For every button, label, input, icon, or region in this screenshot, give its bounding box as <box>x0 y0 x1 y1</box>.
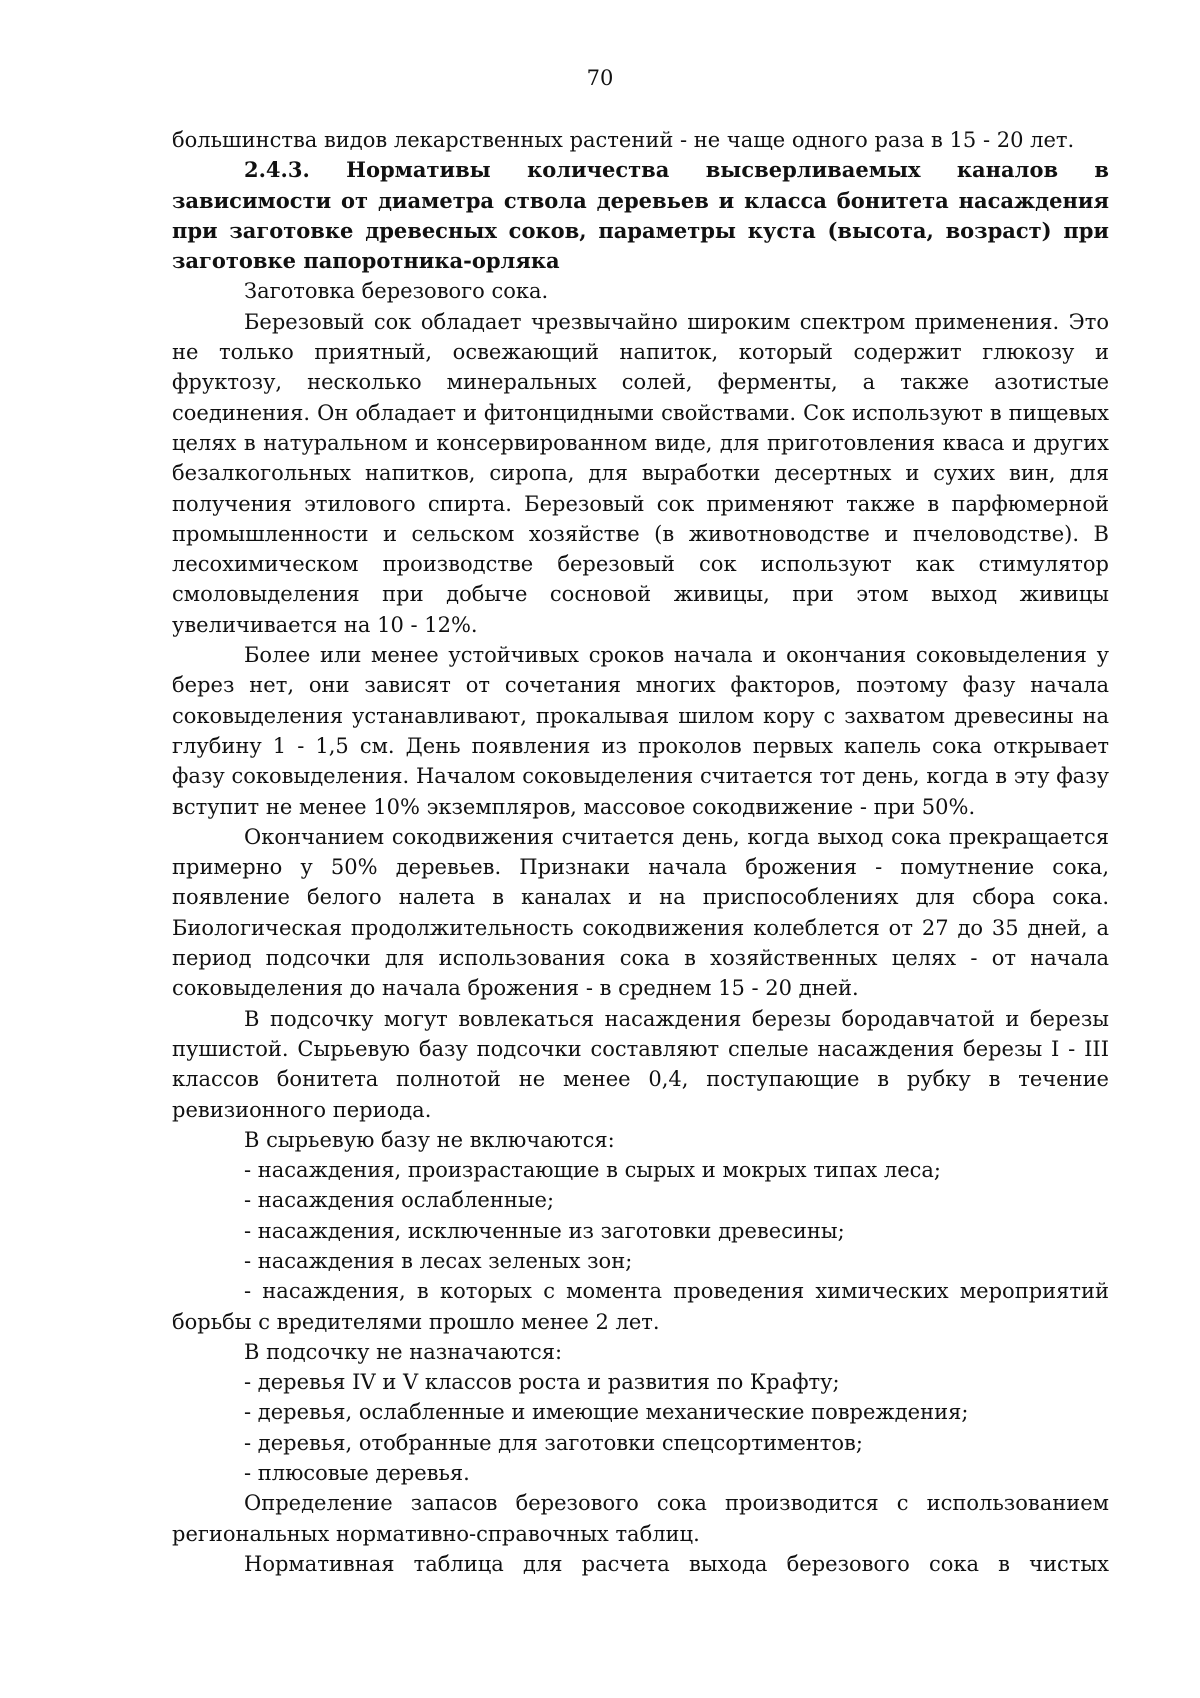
paragraph: В подсочку не назначаются: <box>244 1339 563 1364</box>
paragraph: Заготовка березового сока. <box>244 279 549 304</box>
list-item: - насаждения ослабленные; <box>244 1188 555 1213</box>
page-number: 70 <box>586 66 614 90</box>
paragraph: большинства видов лекарственных растений - не чаще одного раза в 15 - 20 лет. <box>172 128 1075 152</box>
list-item: - насаждения, исключенные из заготовки древесины; <box>244 1218 845 1243</box>
list-item: - деревья, ослабленные и имеющие механические повреждения; <box>244 1400 969 1425</box>
paragraph: Более или менее устойчивых сроков начала и окончания соковыделения у берез нет, они зависят от сочетания многих факторов, поэтому фазу начала соковыделения устанавливают, прокалывая шилом кору с захватом древесины на глубину 1 - 1,5 см. День появления из проколов первых капель сока открывает фазу соковыделения. Началом соковыделения считается тот день, когда в эту фазу вступит не менее 10% экземпляров, массовое сокодвижение - при 50%. <box>172 643 1109 819</box>
list-item: - насаждения, в которых с момента проведения химических мероприятий борьбы с вредителями прошло менее 2 лет. <box>172 1279 1109 1334</box>
section-heading: 2.4.3. Нормативы количества высверливаемых каналов в зависимости от диаметра ствола деревьев и класса бонитета насаждения при заготовке древесных соков, параметры куста (высота, возраст) при заготовке папоротника-орляка <box>172 157 1109 274</box>
list-item: - насаждения в лесах зеленых зон; <box>244 1248 633 1273</box>
paragraph: Березовый сок обладает чрезвычайно широким спектром применения. Это не только приятный, освежающий напиток, который содержит глюкозу и фруктозу, несколько минеральных солей, ферменты, а также азотистые соединения. Он обладает и фитонцидными свойствами. Сок используют в пищевых целях в натуральном и консервированном виде, для приготовления кваса и других безалкогольных напитков, сиропа, для выработки десертных и сухих вин, для получения этилового спирта. Березовый сок применяют также в парфюмерной промышленности и сельском хозяйстве (в животноводстве и пчеловодстве). В лесохимическом производстве березовый сок используют как стимулятор смоловыделения при добыче сосновой живицы, при этом выход живицы увеличивается на 10 - 12%. <box>172 309 1109 637</box>
list-item: - насаждения, произрастающие в сырых и мокрых типах леса; <box>244 1158 942 1183</box>
list-item: - деревья, отобранные для заготовки спецсортиментов; <box>244 1430 863 1455</box>
body-text <box>172 125 1109 1579</box>
paragraph: Окончанием сокодвижения считается день, когда выход сока прекращается примерно у 50% деревьев. Признаки начала брожения - помутнение сока, появление белого налета в каналах и на приспособлениях для сбора сока. Биологическая продолжительность сокодвижения колеблется от 27 до 35 дней, а период подсочки для использования сока в хозяйственных целях - от начала соковыделения до начала брожения - в среднем 15 - 20 дней. <box>172 824 1109 1001</box>
paragraph: Определение запасов березового сока производится с использованием региональных нормативно-справочных таблиц. <box>172 1491 1109 1546</box>
paragraph: В сырьевую базу не включаются: <box>244 1127 615 1152</box>
paragraph: В подсочку могут вовлекаться насаждения березы бородавчатой и березы пушистой. Сырьевую базу подсочки составляют спелые насаждения березы I - III классов бонитета полнотой не менее 0,4, поступающие в рубку в течение ревизионного периода. <box>172 1006 1109 1122</box>
paragraph: Нормативная таблица для расчета выхода березового сока в чистых <box>244 1551 1109 1576</box>
list-item: - плюсовые деревья. <box>244 1461 470 1486</box>
list-item: - деревья IV и V классов роста и развития по Крафту; <box>244 1370 840 1395</box>
